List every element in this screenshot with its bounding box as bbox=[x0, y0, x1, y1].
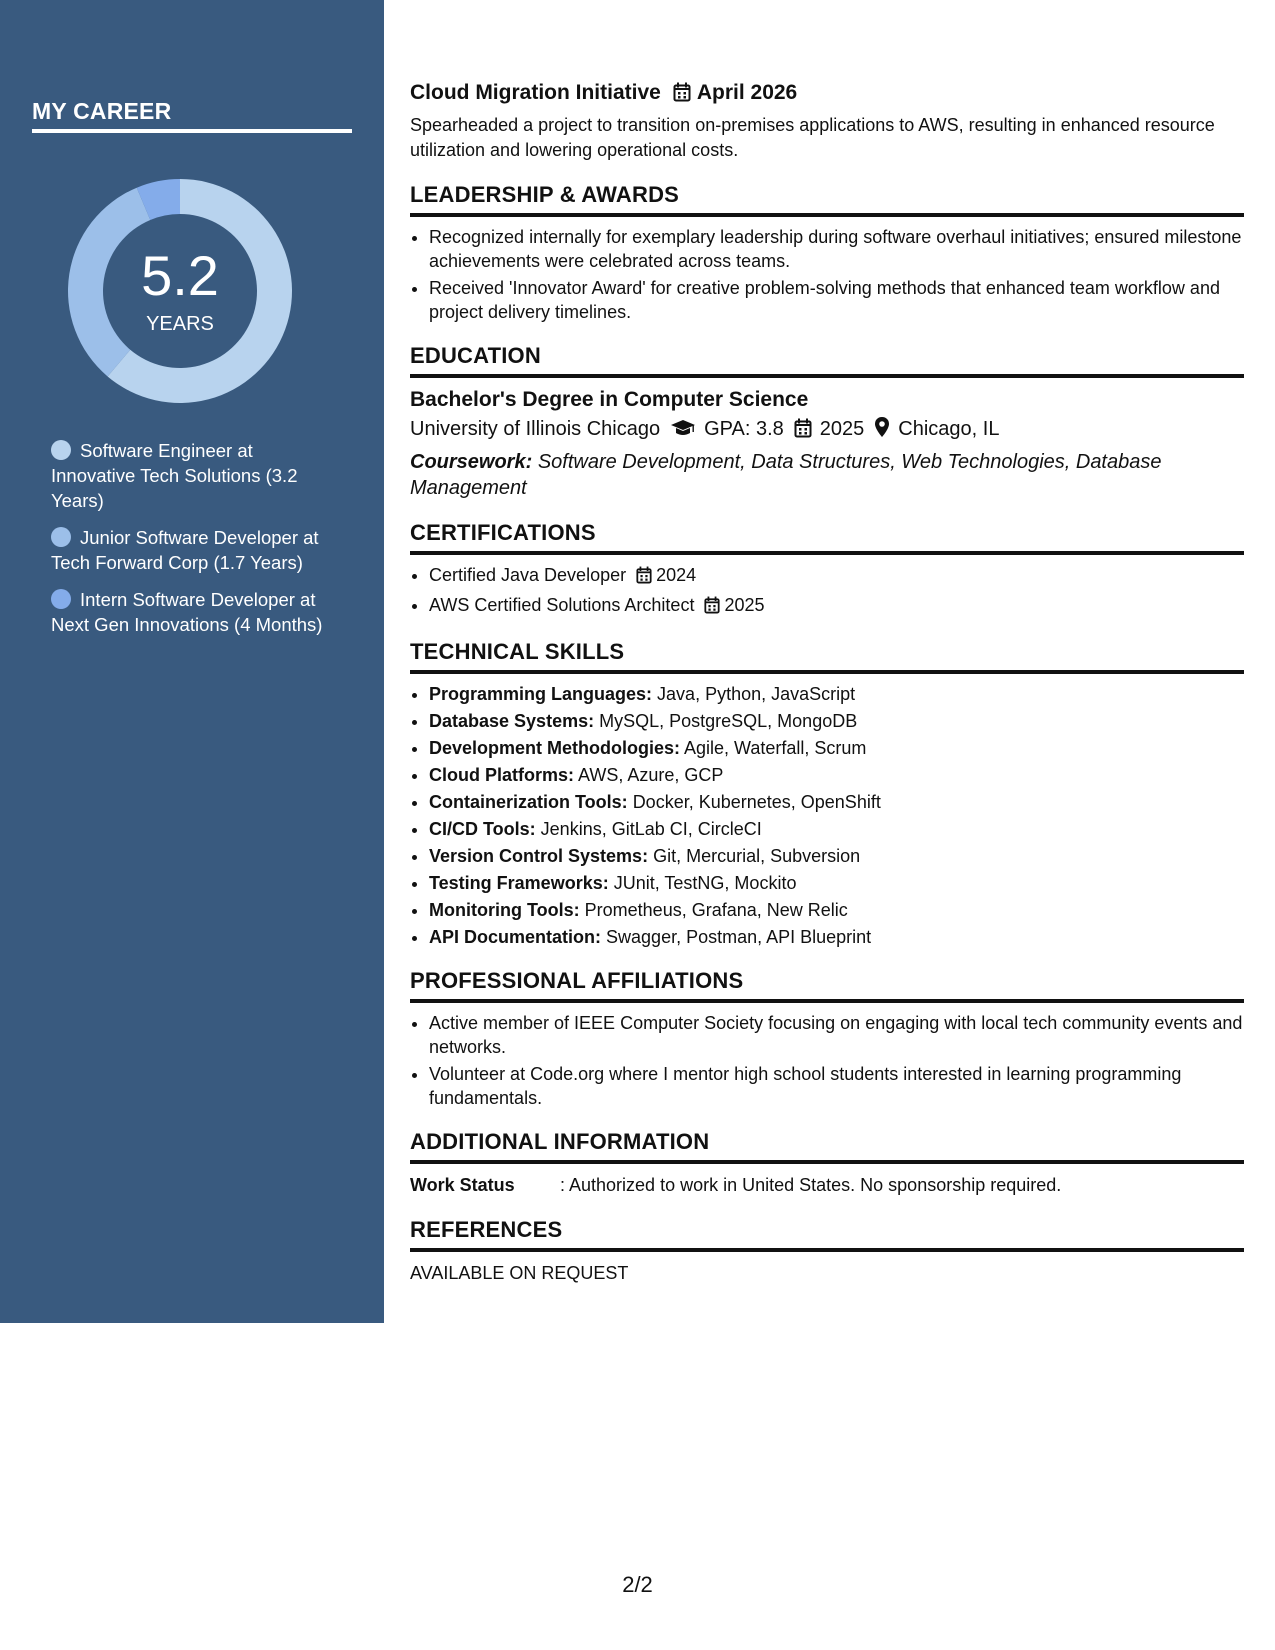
skill-value: Agile, Waterfall, Scrum bbox=[684, 738, 867, 758]
calendar-icon bbox=[636, 566, 652, 590]
school-location: Chicago, IL bbox=[898, 418, 1000, 440]
calendar-icon bbox=[704, 596, 720, 620]
section-rule bbox=[410, 213, 1244, 217]
list-item: • Received 'Innovator Award' for creative problem-solving methods that enhanced team workflow and project delivery timelines. bbox=[429, 276, 1244, 324]
graduation-year: 2025 bbox=[819, 418, 865, 440]
work-status-value: : Authorized to work in United States. No sponsorship required. bbox=[560, 1175, 1062, 1195]
certification-name: Certified Java Developer bbox=[429, 565, 627, 585]
skill-item bbox=[429, 925, 1244, 949]
section-rule bbox=[410, 999, 1244, 1003]
skill-item bbox=[429, 898, 1244, 922]
skill-label: Development Methodologies: bbox=[429, 738, 681, 758]
section-title: EDUCATION bbox=[410, 343, 541, 368]
location-pin-icon bbox=[874, 416, 890, 447]
career-total-years: 5.2 bbox=[141, 244, 219, 307]
list-item bbox=[429, 593, 1244, 620]
skill-label: Monitoring Tools: bbox=[429, 900, 580, 920]
career-sidebar bbox=[0, 0, 384, 1323]
leadership-list bbox=[410, 225, 1244, 324]
coursework-list: Software Development, Data Structures, Web Technologies, Database Management bbox=[410, 451, 1162, 499]
list-item: • Active member of IEEE Computer Society focusing on engaging with local tech community events and networks. bbox=[429, 1011, 1244, 1059]
gpa: GPA: 3.8 bbox=[704, 418, 784, 440]
affiliations-section bbox=[410, 966, 1244, 1110]
certifications-list bbox=[410, 563, 1244, 620]
skill-label: Cloud Platforms: bbox=[429, 765, 575, 785]
skill-item bbox=[429, 709, 1244, 733]
education-details bbox=[410, 414, 1244, 447]
section-rule bbox=[410, 551, 1244, 555]
skill-item bbox=[429, 682, 1244, 706]
degree-title: Bachelor's Degree in Computer Science bbox=[410, 388, 809, 411]
skill-item bbox=[429, 763, 1244, 787]
skill-label: Programming Languages: bbox=[429, 684, 653, 704]
skill-value: Prometheus, Grafana, New Relic bbox=[584, 900, 848, 920]
skills-section bbox=[410, 637, 1244, 949]
legend-dot bbox=[51, 440, 71, 460]
section-rule bbox=[410, 1160, 1244, 1164]
work-status-label: Work Status bbox=[410, 1175, 515, 1195]
references-section bbox=[410, 1215, 1244, 1286]
skill-item bbox=[429, 844, 1244, 868]
career-total-unit: YEARS bbox=[146, 313, 214, 335]
certification-year: 2024 bbox=[656, 565, 697, 585]
skill-item bbox=[429, 736, 1244, 760]
section-title: ADDITIONAL INFORMATION bbox=[410, 1129, 710, 1154]
resume-main bbox=[410, 78, 1244, 1286]
skill-label: CI/CD Tools: bbox=[429, 819, 536, 839]
skill-item bbox=[429, 790, 1244, 814]
references-text: AVAILABLE ON REQUEST bbox=[410, 1263, 629, 1283]
calendar-icon bbox=[673, 81, 691, 111]
skill-item bbox=[429, 817, 1244, 841]
school-name: University of Illinois Chicago bbox=[410, 418, 661, 440]
legend-item-label: Software Engineer at Innovative Tech Solutions (3.2 Years) bbox=[51, 440, 298, 511]
section-title: REFERENCES bbox=[410, 1217, 563, 1242]
page-number: 2/2 bbox=[622, 1572, 653, 1597]
calendar-icon bbox=[794, 417, 812, 447]
skill-label: Version Control Systems: bbox=[429, 846, 649, 866]
education-section bbox=[410, 341, 1244, 501]
skill-label: Database Systems: bbox=[429, 711, 595, 731]
leadership-section bbox=[410, 180, 1244, 324]
section-title: CERTIFICATIONS bbox=[410, 520, 596, 545]
section-title: TECHNICAL SKILLS bbox=[410, 639, 625, 664]
skill-value: JUnit, TestNG, Mockito bbox=[613, 873, 797, 893]
legend-item-label: Junior Software Developer at Tech Forward Corp (1.7 Years) bbox=[51, 527, 319, 573]
sidebar-title-rule bbox=[32, 129, 352, 133]
skills-list bbox=[410, 682, 1244, 949]
project-description: Spearheaded a project to transition on-premises applications to AWS, resulting in enhanced resource utilization and lowering operational costs. bbox=[410, 115, 1215, 160]
section-title: LEADERSHIP & AWARDS bbox=[410, 182, 680, 207]
work-status-row bbox=[410, 1172, 1244, 1198]
skill-value: Swagger, Postman, API Blueprint bbox=[606, 927, 872, 947]
skill-value: Docker, Kubernetes, OpenShift bbox=[632, 792, 881, 812]
certification-name: AWS Certified Solutions Architect bbox=[429, 595, 695, 615]
sidebar-title: MY CAREER bbox=[32, 98, 172, 124]
skill-value: Git, Mercurial, Subversion bbox=[653, 846, 861, 866]
additional-info-section bbox=[410, 1127, 1244, 1198]
legend-item-label: Intern Software Developer at Next Gen Innovations (4 Months) bbox=[51, 589, 323, 635]
list-item: • Volunteer at Code.org where I mentor high school students interested in learning programming fundamentals. bbox=[429, 1062, 1244, 1110]
certifications-section bbox=[410, 518, 1244, 620]
project-title: Cloud Migration Initiative bbox=[410, 81, 661, 104]
section-rule bbox=[410, 1248, 1244, 1252]
section-rule bbox=[410, 374, 1244, 378]
project-date: April 2026 bbox=[696, 81, 798, 104]
skill-label: Testing Frameworks: bbox=[429, 873, 609, 893]
section-title: PROFESSIONAL AFFILIATIONS bbox=[410, 968, 744, 993]
legend-dot bbox=[51, 527, 71, 547]
legend-item bbox=[51, 587, 341, 637]
legend-item bbox=[51, 438, 341, 513]
section-rule bbox=[410, 670, 1244, 674]
legend-item bbox=[51, 525, 341, 575]
skill-label: Containerization Tools: bbox=[429, 792, 628, 812]
skill-item bbox=[429, 871, 1244, 895]
list-item: • Recognized internally for exemplary leadership during software overhaul initiatives; ensured milestone achievements were celebrated across teams. bbox=[429, 225, 1244, 273]
career-legend bbox=[51, 438, 341, 649]
certification-year: 2025 bbox=[724, 595, 765, 615]
skill-value: MySQL, PostgreSQL, MongoDB bbox=[599, 711, 858, 731]
coursework-label: Coursework: bbox=[410, 451, 533, 473]
affiliations-list bbox=[410, 1011, 1244, 1110]
legend-dot bbox=[51, 589, 71, 609]
coursework bbox=[410, 449, 1244, 501]
list-item bbox=[429, 563, 1244, 590]
graduation-cap-icon bbox=[670, 417, 696, 447]
project-heading bbox=[410, 78, 1244, 111]
skill-value: Java, Python, JavaScript bbox=[657, 684, 856, 704]
skill-value: Jenkins, GitLab CI, CircleCI bbox=[540, 819, 762, 839]
skill-value: AWS, Azure, GCP bbox=[578, 765, 724, 785]
skill-label: API Documentation: bbox=[429, 927, 602, 947]
